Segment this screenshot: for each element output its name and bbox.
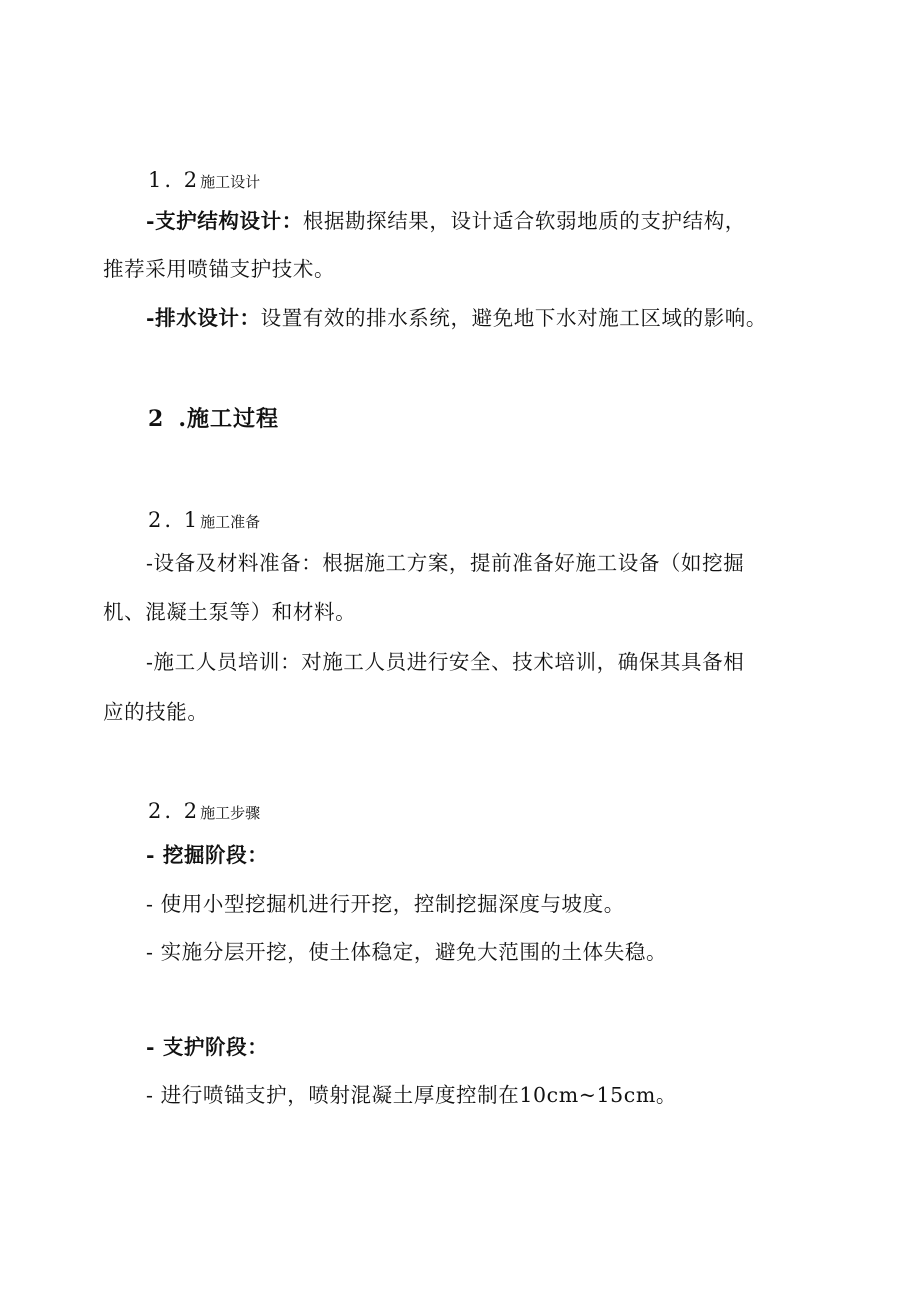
stage-title-support: - 支护阶段： — [146, 1035, 269, 1059]
heading-number: 2. 2 — [148, 799, 201, 823]
paragraph-text: 设置有效的排水系统，避免地下水对施工区域的影响。 — [260, 306, 768, 330]
heading-text: 施工准备 — [200, 513, 261, 531]
subsection-heading-1-2 — [148, 170, 260, 191]
paragraph-staff-training: -施工人员培训：对施工人员进行安全、技术培训，确保其具备相 — [146, 650, 745, 674]
heading-number: 2. 1 — [148, 508, 201, 532]
paragraph-equipment-prep-cont: 机、混凝土泵等）和材料。 — [103, 600, 357, 624]
heading-text: 施工设计 — [200, 173, 261, 191]
subsection-heading-2-2 — [148, 801, 260, 822]
paragraph-lead: -支护结构设计： — [146, 209, 303, 233]
list-item: - 实施分层开挖，使土体稳定，避免大范围的土体失稳。 — [146, 940, 668, 964]
paragraph-support-design-cont: 推荐采用喷锚支护技术。 — [103, 257, 336, 281]
section-title: .施工过程 — [178, 406, 279, 432]
paragraph-staff-training-cont: 应的技能。 — [103, 700, 209, 724]
heading-number: 1. 2 — [148, 168, 201, 192]
paragraph-equipment-prep: -设备及材料准备：根据施工方案，提前准备好施工设备（如挖掘 — [146, 551, 745, 575]
paragraph-drainage-design — [146, 308, 767, 329]
paragraph-lead: -排水设计： — [146, 306, 261, 330]
subsection-heading-2-1 — [148, 510, 260, 531]
paragraph-text: 根据勘探结果，设计适合软弱地质的支护结构， — [302, 209, 746, 233]
list-item: - 使用小型挖掘机进行开挖，控制挖掘深度与坡度。 — [146, 892, 625, 916]
heading-text: 施工步骤 — [200, 804, 261, 822]
paragraph-support-design — [146, 211, 746, 232]
stage-title-excavation: - 挖掘阶段： — [146, 843, 269, 867]
section-heading-2 — [148, 408, 279, 430]
list-item: - 进行喷锚支护，喷射混凝土厚度控制在10cm~15cm。 — [146, 1083, 678, 1107]
section-number: 2 — [148, 406, 165, 432]
